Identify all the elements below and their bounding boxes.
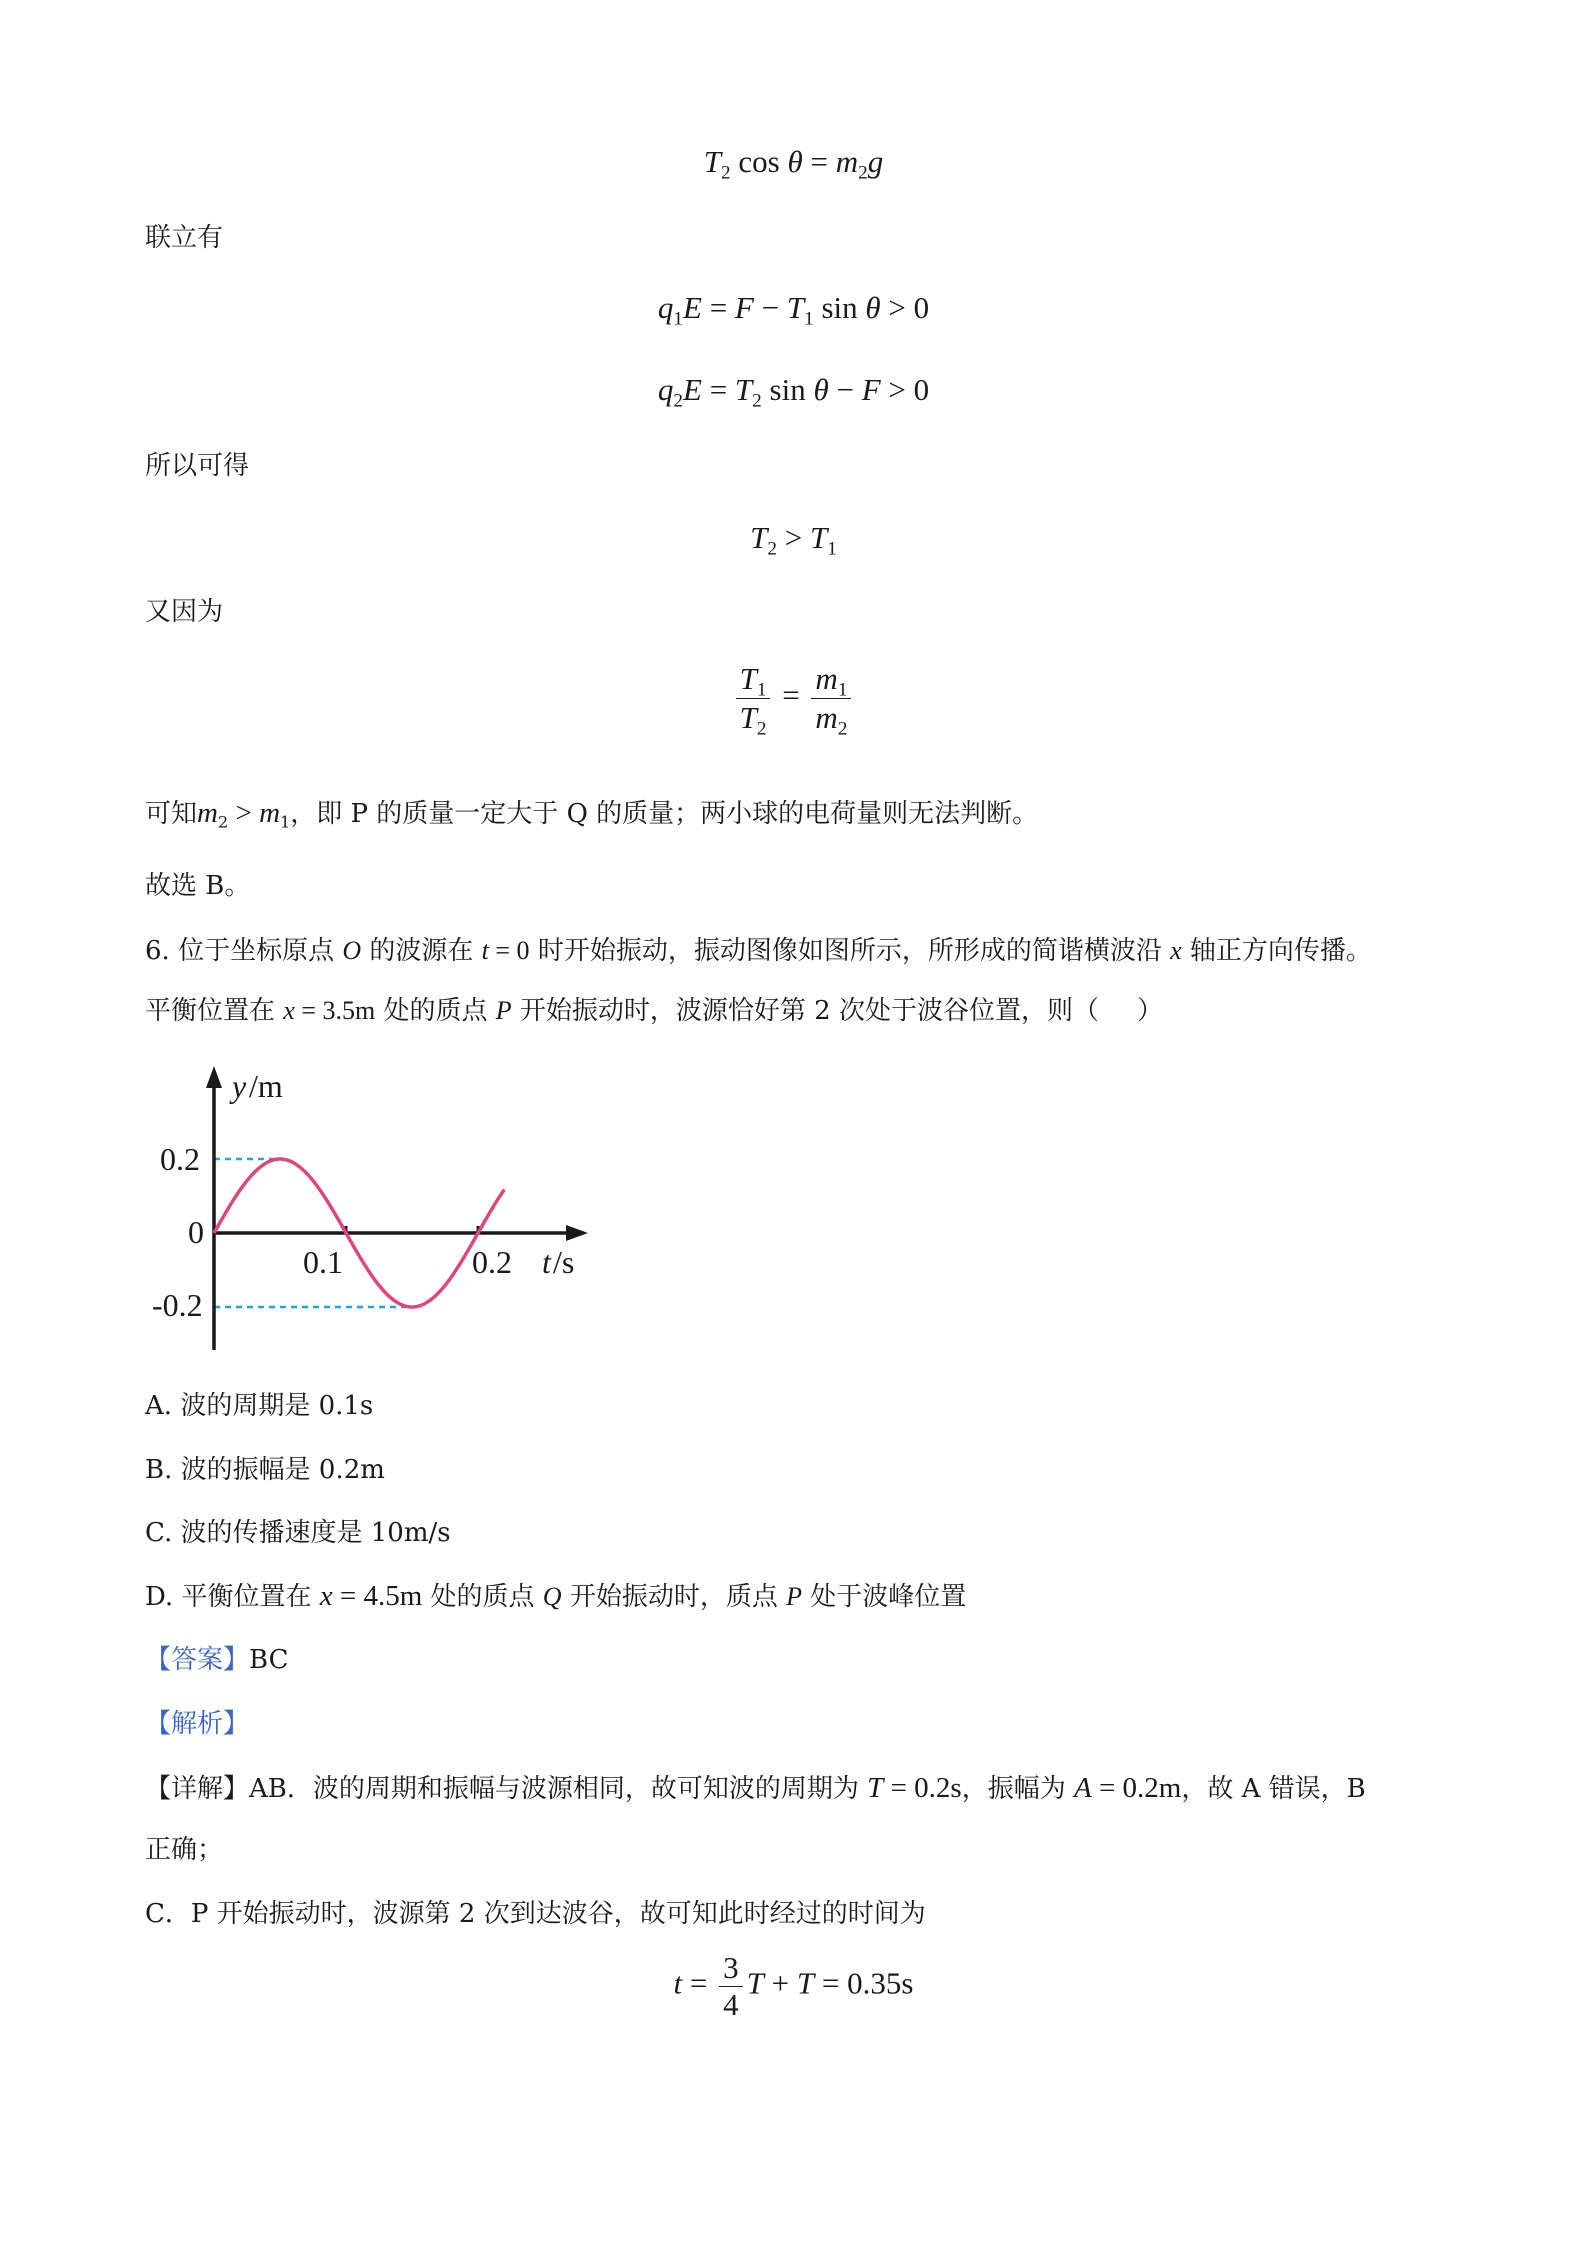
y-axis-label-unit: /m: [249, 1068, 283, 1104]
equation-time: t = $\frac{3}{4}$ T + T = 0.35s: [673, 1950, 914, 2022]
y-tick-neg-0.2: -0.2: [152, 1287, 203, 1323]
answer-tag: 【答案】: [145, 1645, 250, 1675]
x-axis-label-unit: /s: [553, 1244, 575, 1280]
detail-line-3: C．P 开始振动时，波源第 2 次到达波谷，故可知此时经过的时间为: [145, 1899, 926, 1929]
y-axis-arrow: [206, 1066, 222, 1088]
equation-q2: $q_2E = T_2$ sin θ − F > 0: [657, 372, 930, 412]
option-a: A. 波的周期是 0.1s: [145, 1391, 374, 1421]
question-line-2: 平衡位置在 x = 3.5m 处的质点 P 开始振动时，波源恰好第 2 次处于波谷位置，则（ ）: [145, 996, 1163, 1026]
text-lianli: 联立有: [145, 223, 224, 253]
vibration-chart: [140, 1060, 600, 1360]
analysis-tag: 【解析】: [145, 1709, 250, 1739]
text-youyin: 又因为: [145, 597, 224, 627]
x-axis-label-var: t: [542, 1244, 551, 1280]
x-axis-arrow: [566, 1225, 588, 1241]
detail-line-1: 【详解】AB．波的周期和振幅与波源相同，故可知波的周期为 T = 0.2s，振幅为 A = 0.2m，故 A 错误，B: [145, 1772, 1366, 1804]
option-b: B. 波的振幅是 0.2m: [145, 1455, 385, 1485]
equation-ratio: $\frac{T_1}{T_2}$ = $\frac{m_1}{m_2}$: [0, 660, 1587, 737]
equation-tension-vertical: $T_2$ $\cos \theta = m_2g$: [703, 144, 884, 184]
text-guxuan: 故选 B。: [145, 871, 251, 901]
y-axis-label-var: y: [232, 1068, 247, 1104]
answer-line: 【答案】BC: [145, 1645, 289, 1675]
option-d: D. 平衡位置在 x = 4.5m 处的质点 Q 开始振动时，质点 P 处于波峰位置: [145, 1580, 967, 1612]
detail-line-2: 正确；: [145, 1835, 224, 1865]
fraction-m: $\frac{m_1}{m_2}$: [811, 660, 851, 737]
text-suoyi: 所以可得: [145, 451, 250, 481]
equation-q1: $q_1E = F - T_1$ sin θ > 0: [657, 290, 930, 330]
equation-t2-gt-t1: $T_2 > T_1$: [750, 520, 837, 560]
x-tick-0.2: 0.2: [472, 1244, 512, 1280]
fraction-t: $\frac{T_1}{T_2}$: [736, 660, 771, 737]
option-c: C. 波的传播速度是 10m/s: [145, 1518, 451, 1548]
y-tick-0.2: 0.2: [160, 1141, 200, 1177]
text-kezhi: 可知$m_2 > m_1$，即 P 的质量一定大于 Q 的质量；两小球的电荷量则无法判断。: [145, 797, 1039, 832]
y-tick-0: 0: [188, 1214, 204, 1250]
x-tick-0.1: 0.1: [303, 1244, 343, 1280]
question-line-1: 6. 位于坐标原点 O 的波源在 t = 0 时开始振动，振动图像如图所示，所形成的简谐横波沿 x 轴正方向传播。: [145, 936, 1372, 966]
